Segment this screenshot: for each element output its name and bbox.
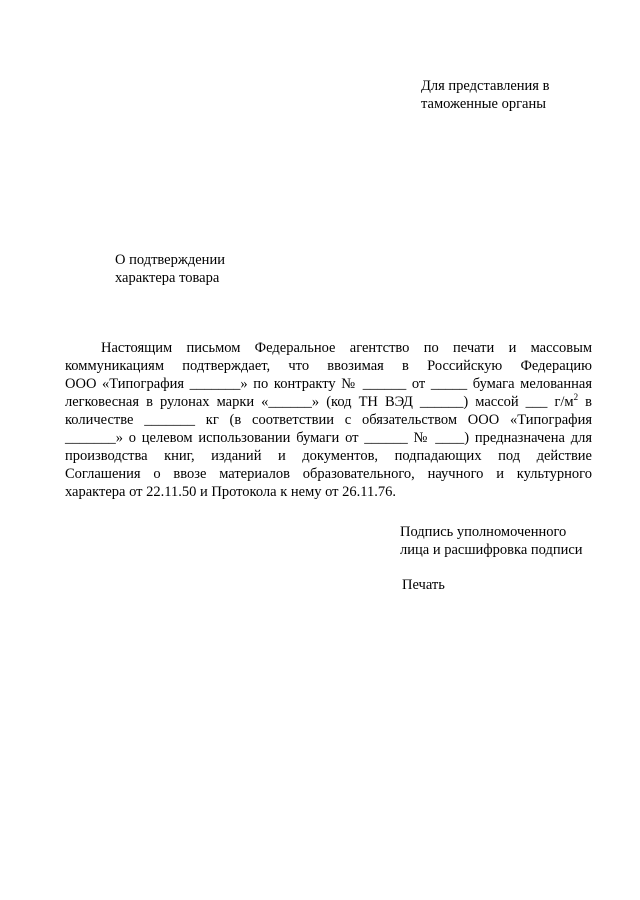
addressee-line-2: таможенные органы <box>421 96 546 112</box>
body-line-6: _______» о целевом использовании бумаги от ______ № ____) предназначена для <box>65 430 592 446</box>
addressee-block <box>421 77 621 113</box>
body-line-4-text: легковесная в рулонах марки «______» (код ТН ВЭД ______) массой ___ г/м <box>65 394 574 410</box>
stamp-label <box>402 576 522 594</box>
body-line-2: коммуникациям подтверждает, что ввозимая в Российскую Федерацию <box>65 358 592 374</box>
unit-superscript: 2 <box>573 392 579 403</box>
body-line-1: Настоящим письмом Федеральное агентство по печати и массовым <box>101 340 592 356</box>
signature-line-1: Подпись уполномоченного <box>400 524 567 540</box>
body-line-5: количестве _______ кг (в соответствии с обязательством ООО «Типография <box>65 412 592 428</box>
letter-body <box>65 339 592 501</box>
body-line-4-end: в <box>578 394 592 410</box>
signature-line-2: лица и расшифровка подписи <box>400 542 583 558</box>
signature-block <box>400 523 620 559</box>
body-line-8: Соглашения о ввозе материалов образовательного, научного и культурного <box>65 466 592 482</box>
addressee-line-1: Для представления в <box>421 78 550 94</box>
body-line-9: характера от 22.11.50 и Протокола к нему от 26.11.76. <box>65 484 396 500</box>
body-line-7: производства книг, изданий и документов, подпадающих под действие <box>65 448 592 464</box>
stamp-text: Печать <box>402 577 445 593</box>
subject-line-2: характера товара <box>115 270 220 286</box>
subject-block <box>115 251 315 287</box>
body-line-3: ООО «Типография _______» по контракту № ______ от _____ бумага мелованная <box>65 376 592 392</box>
subject-line-1: О подтверждении <box>115 252 225 268</box>
body-line-4 <box>65 393 592 411</box>
